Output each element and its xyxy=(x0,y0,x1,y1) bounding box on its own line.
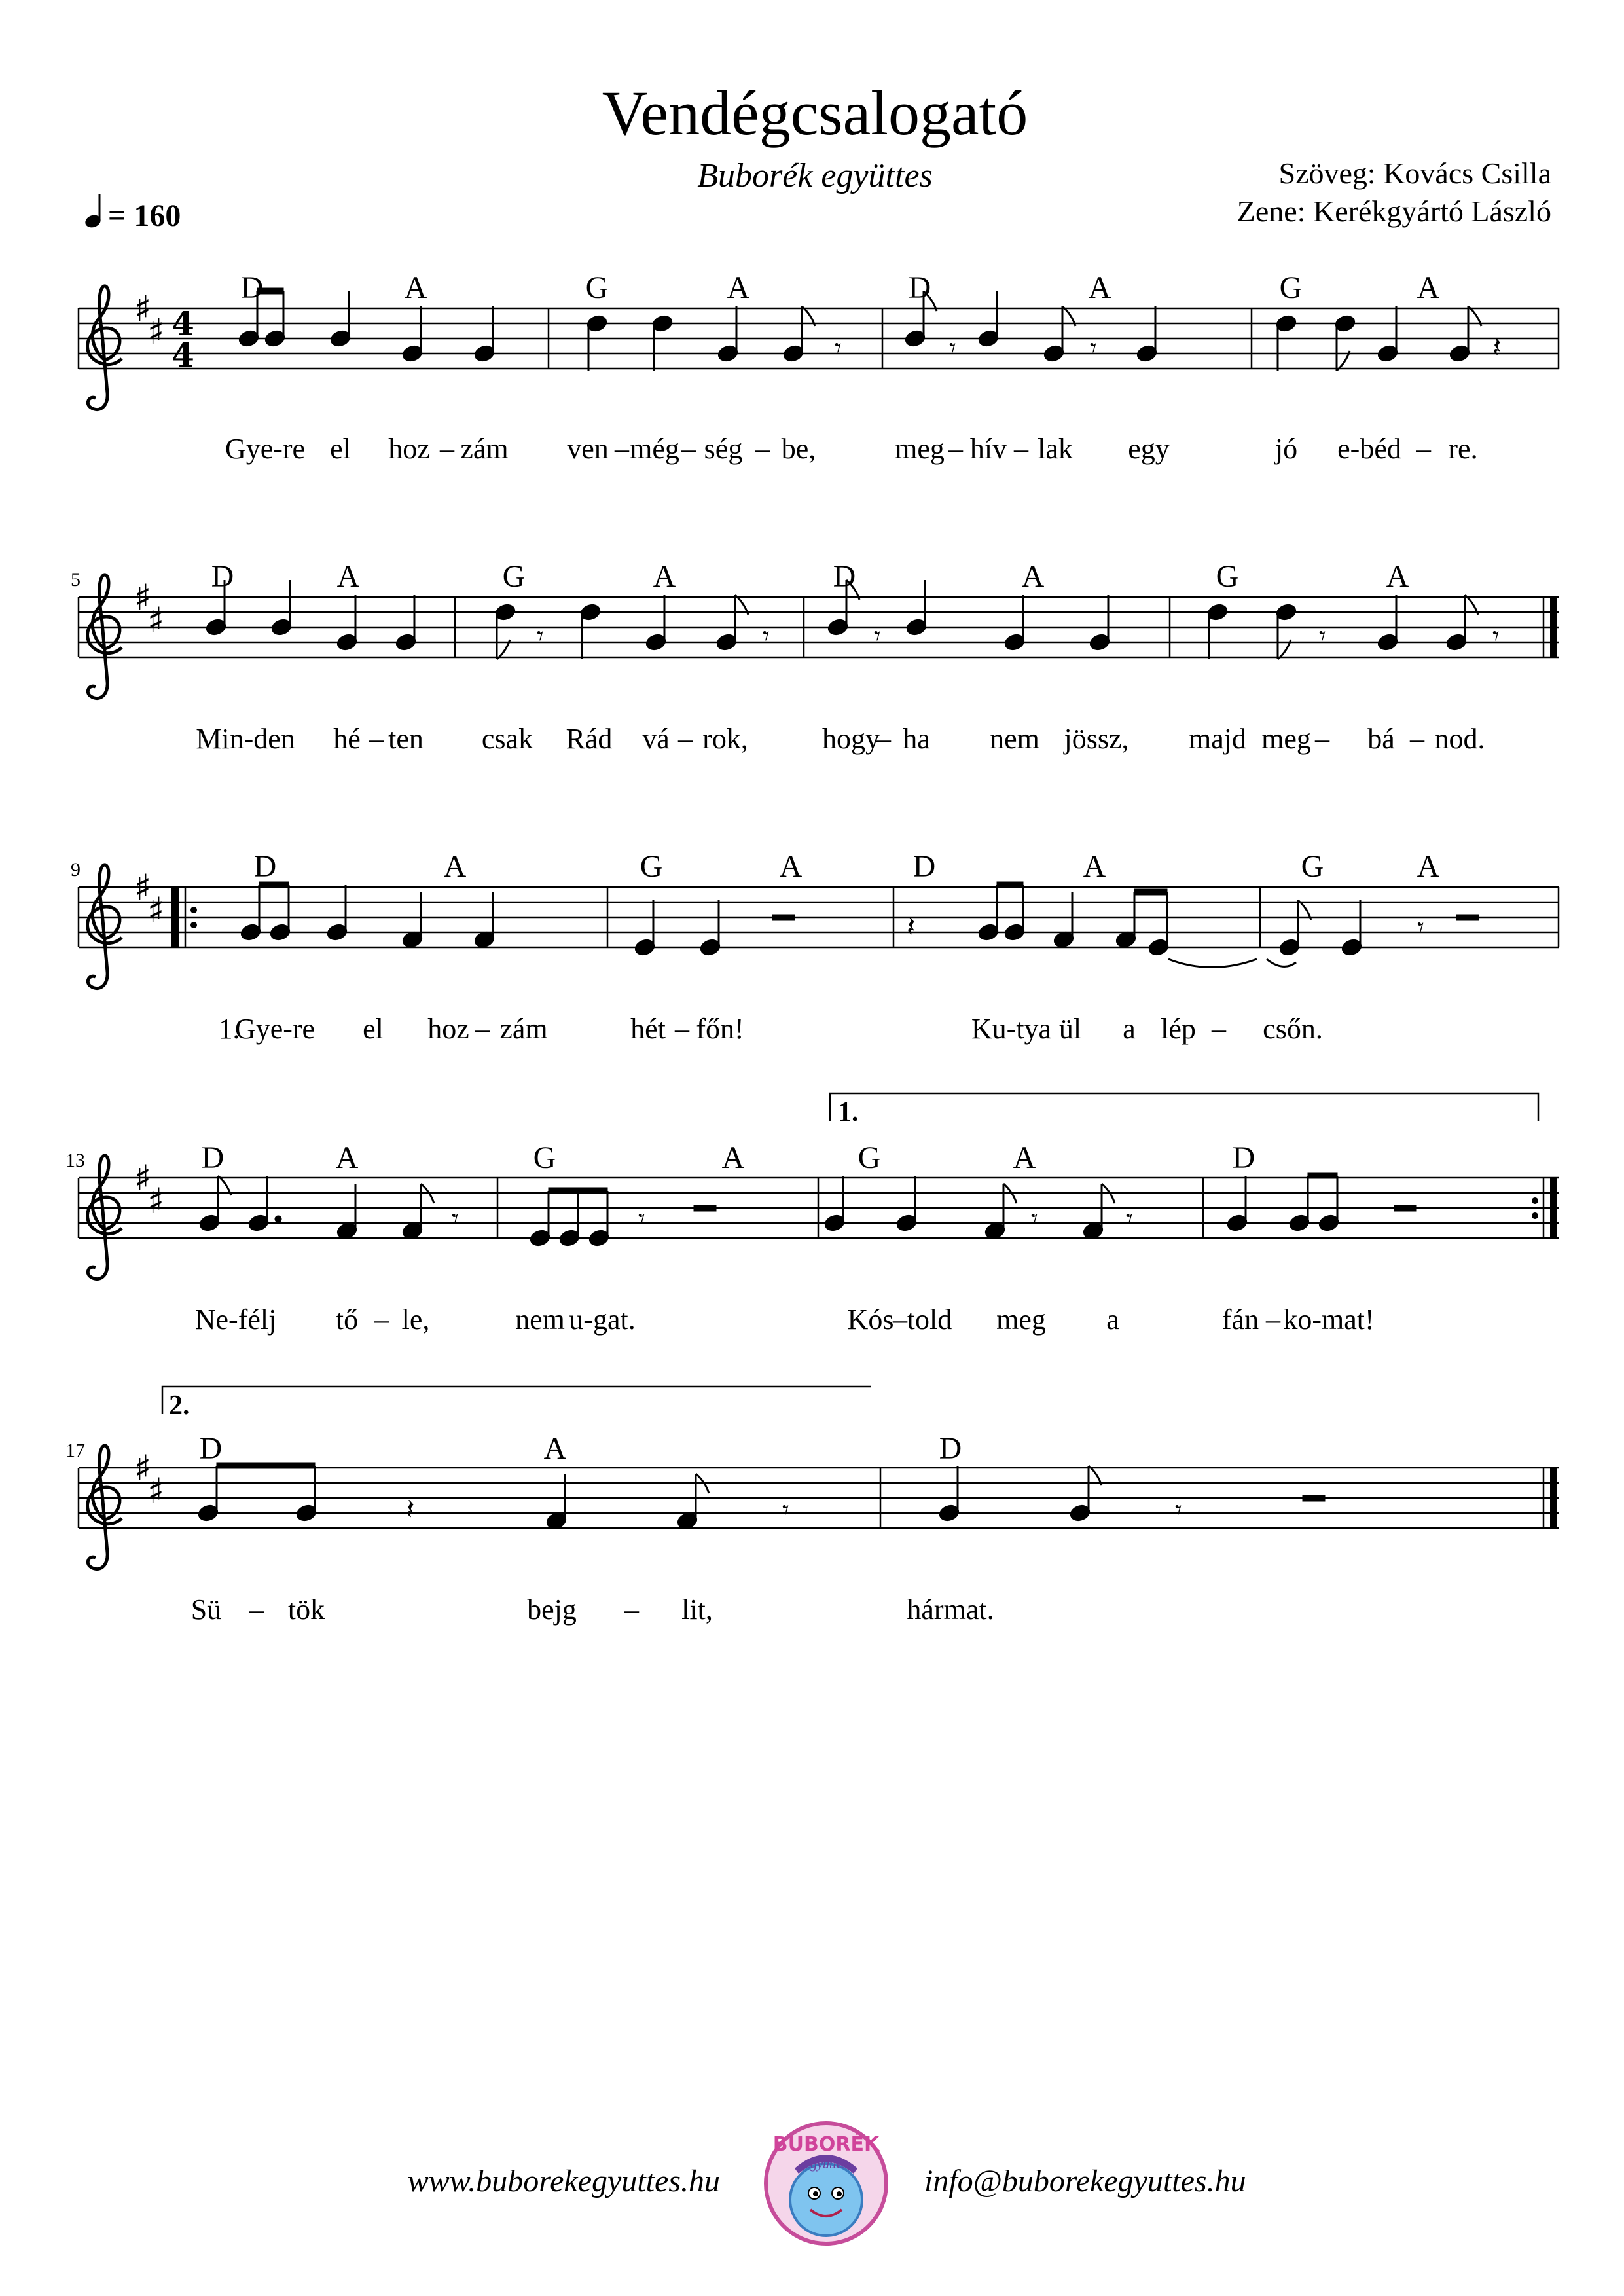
lyric-syllable: ül xyxy=(1058,1013,1082,1045)
lyric-syllable: meg xyxy=(895,433,945,465)
chord-symbol: A xyxy=(1083,849,1106,884)
lyric-syllable: – xyxy=(675,1013,689,1045)
svg-text:♯: ♯ xyxy=(147,890,165,931)
lyric-syllable: Gye-re xyxy=(234,1013,316,1045)
chord-symbol: G xyxy=(1216,559,1239,594)
svg-text:♯: ♯ xyxy=(147,311,165,352)
svg-text:𝄾: 𝄾 xyxy=(949,333,956,363)
lyric-syllable: – xyxy=(374,1303,389,1336)
svg-text:𝄾: 𝄾 xyxy=(452,1204,459,1233)
chord-symbol: A xyxy=(543,1431,567,1466)
svg-text:𝄾: 𝄾 xyxy=(1090,333,1097,363)
lyric-syllable: csőn. xyxy=(1263,1013,1323,1045)
logo-subtext: együttes xyxy=(804,2157,848,2172)
chord-symbol: A xyxy=(404,270,427,305)
time-signature xyxy=(171,304,194,374)
svg-text:4: 4 xyxy=(171,336,194,374)
svg-text:𝄾: 𝄾 xyxy=(782,1495,789,1525)
system-5 xyxy=(65,1387,1559,1626)
lyric-syllable: – xyxy=(1416,433,1431,465)
lyric-syllable: – xyxy=(876,723,891,755)
svg-text:𝄾: 𝄾 xyxy=(1126,1204,1133,1233)
lyric-syllable: – xyxy=(475,1013,490,1045)
lyric-syllable: – xyxy=(624,1594,639,1626)
chord-symbol: A xyxy=(443,849,467,884)
chord-symbol: G xyxy=(1301,849,1324,884)
lyric-syllable: hogy xyxy=(822,723,880,755)
system-2 xyxy=(71,559,1559,755)
staff-3 xyxy=(79,887,1559,947)
tempo-marking xyxy=(84,194,181,233)
lyric-syllable: majd xyxy=(1189,723,1246,755)
volta-number: 1. xyxy=(838,1097,859,1127)
key-signature xyxy=(134,867,164,931)
chord-symbol: D xyxy=(199,1431,223,1466)
chord-symbols-3 xyxy=(254,849,1440,884)
svg-text:𝄾: 𝄾 xyxy=(1417,913,1424,942)
chord-symbol: A xyxy=(721,1140,745,1175)
lyric-syllable: meg xyxy=(996,1303,1046,1336)
notes-4 xyxy=(198,1173,1416,1248)
lyric-syllable: el xyxy=(363,1013,384,1045)
chord-symbols-4 xyxy=(202,1140,1255,1175)
lyric-syllable: lak xyxy=(1038,433,1073,465)
lyric-syllable: ten xyxy=(388,723,424,755)
lyric-syllable: jössz, xyxy=(1064,723,1129,755)
svg-text:𝄽: 𝄽 xyxy=(907,911,916,943)
lyric-syllable: Kós xyxy=(847,1303,894,1336)
lyric-syllable: fán xyxy=(1221,1303,1259,1336)
lyric-syllable: be, xyxy=(781,433,816,465)
svg-text:♯: ♯ xyxy=(134,1448,152,1489)
svg-text:𝄽: 𝄽 xyxy=(406,1493,415,1525)
key-signature xyxy=(134,1157,164,1222)
lyric-syllable: bá xyxy=(1367,723,1395,755)
lyric-syllable: – xyxy=(1315,723,1329,755)
lyrics-5 xyxy=(191,1594,994,1626)
lyric-syllable: ha xyxy=(903,723,930,755)
volta-number: 2. xyxy=(169,1391,190,1421)
lyric-syllable: meg xyxy=(1261,723,1311,755)
repeat-dot xyxy=(1532,1212,1538,1219)
composer-credit: Zene: Kerékgyártó László xyxy=(1236,194,1551,228)
notes-5 xyxy=(196,1463,1325,1531)
lyric-syllable: még xyxy=(630,433,679,465)
chord-symbol: A xyxy=(335,1140,359,1175)
lyric-syllable: hív xyxy=(969,433,1007,465)
lyric-syllable: re. xyxy=(1448,433,1478,465)
lyric-syllable: hármat. xyxy=(907,1594,994,1626)
lyric-syllable: ség xyxy=(704,433,743,465)
lyric-syllable: hét xyxy=(630,1013,666,1045)
performer-subtitle: Buborék együttes xyxy=(697,157,933,194)
lyric-syllable: nem xyxy=(515,1303,565,1336)
lyric-syllable: hoz xyxy=(388,433,430,465)
svg-text:𝄾: 𝄾 xyxy=(1319,621,1326,651)
chord-symbol: G xyxy=(1279,270,1303,305)
lyric-syllable: le, xyxy=(401,1303,430,1336)
chord-symbol: A xyxy=(1088,270,1111,305)
svg-text:𝄽: 𝄽 xyxy=(1492,331,1502,363)
lyric-syllable: főn! xyxy=(696,1013,744,1045)
svg-text:♯: ♯ xyxy=(134,1157,152,1199)
chord-symbol: D xyxy=(240,270,264,305)
lyrics-4 xyxy=(195,1303,1375,1336)
chord-symbol: D xyxy=(912,849,936,884)
lyric-syllable: Rád xyxy=(566,723,613,755)
chord-symbol: G xyxy=(533,1140,556,1175)
lyric-syllable: – xyxy=(1410,723,1424,755)
lyric-syllable: – xyxy=(893,1303,907,1336)
lyric-syllable: Gye-re xyxy=(225,433,306,465)
lyric-syllable: – xyxy=(440,433,454,465)
lyric-syllable: vá xyxy=(642,723,670,755)
lyric-syllable: tök xyxy=(287,1594,325,1626)
chord-symbols-5 xyxy=(200,1431,962,1466)
lyric-syllable: told xyxy=(907,1303,952,1336)
svg-text:♯: ♯ xyxy=(134,288,152,329)
key-signature xyxy=(134,288,164,352)
website-link[interactable]: www.buborekegyuttes.hu xyxy=(407,2164,720,2198)
chord-symbol: A xyxy=(1416,849,1440,884)
system-3 xyxy=(71,849,1559,1045)
lyric-syllable: 1. xyxy=(218,1013,240,1045)
lyric-syllable: u-gat. xyxy=(569,1303,636,1336)
svg-text:𝄾: 𝄾 xyxy=(638,1204,645,1233)
lyric-syllable: e-béd xyxy=(1337,433,1401,465)
svg-text:𝄾: 𝄾 xyxy=(763,621,770,651)
song-title: Vendégcsalogató xyxy=(602,78,1028,148)
email-link[interactable]: info@buborekegyuttes.hu xyxy=(924,2164,1246,2198)
treble-clef-icon xyxy=(88,286,122,410)
svg-text:𝄾: 𝄾 xyxy=(874,621,881,651)
lyric-syllable: lit, xyxy=(681,1594,713,1626)
svg-text:♯: ♯ xyxy=(134,867,152,908)
svg-text:4: 4 xyxy=(171,304,194,343)
lyric-syllable: Sü xyxy=(190,1594,222,1626)
lyric-syllable: – xyxy=(681,433,696,465)
measure-number: 13 xyxy=(65,1150,85,1171)
chord-symbols-2 xyxy=(211,559,1409,594)
chord-symbol: A xyxy=(653,559,676,594)
lyric-syllable: el xyxy=(330,433,351,465)
chord-symbol: D xyxy=(1232,1140,1255,1175)
lyric-syllable: – xyxy=(948,433,963,465)
svg-text:♯: ♯ xyxy=(147,600,165,641)
svg-text:♯: ♯ xyxy=(147,1180,165,1222)
buborek-logo xyxy=(766,2123,886,2244)
chord-symbol: D xyxy=(211,559,234,594)
volta-2-bracket xyxy=(162,1387,871,1414)
lyric-syllable: csak xyxy=(481,723,533,755)
tempo-text: = 160 xyxy=(108,198,181,233)
svg-text:♯: ♯ xyxy=(147,1470,165,1512)
lyric-syllable: bejg xyxy=(527,1594,577,1626)
lyric-syllable: – xyxy=(1212,1013,1226,1045)
lyric-syllable: jó xyxy=(1274,433,1298,465)
measure-number: 5 xyxy=(71,569,81,591)
lyric-syllable: nem xyxy=(990,723,1039,755)
lyricist-credit: Szöveg: Kovács Csilla xyxy=(1278,156,1551,190)
svg-text:𝄾: 𝄾 xyxy=(835,333,842,363)
lyric-syllable: nod. xyxy=(1434,723,1485,755)
lyric-syllable: – xyxy=(369,723,384,755)
lyric-syllable: a xyxy=(1106,1303,1119,1336)
key-signature xyxy=(134,1448,164,1512)
svg-text:𝄾: 𝄾 xyxy=(1175,1495,1182,1525)
lyric-syllable: – xyxy=(1014,433,1028,465)
svg-text:♯: ♯ xyxy=(134,577,152,618)
chord-symbol: A xyxy=(336,559,360,594)
lyric-syllable: hoz xyxy=(427,1013,469,1045)
chord-symbol: G xyxy=(585,270,609,305)
svg-text:𝄾: 𝄾 xyxy=(537,621,544,651)
chord-symbol: G xyxy=(857,1140,881,1175)
chord-symbol: A xyxy=(1416,270,1440,305)
chord-symbol: G xyxy=(640,849,663,884)
volta-1-bracket xyxy=(830,1093,1538,1121)
lyric-syllable: hé xyxy=(333,723,361,755)
lyric-syllable: Ne-félj xyxy=(194,1303,277,1336)
lyric-syllable: tő xyxy=(335,1303,359,1336)
chord-symbol: A xyxy=(779,849,803,884)
chord-symbol: A xyxy=(1013,1140,1036,1175)
lyric-syllable: Min-den xyxy=(196,723,295,755)
key-signature xyxy=(134,577,164,641)
chord-symbol: G xyxy=(502,559,526,594)
lyric-syllable: zám xyxy=(499,1013,548,1045)
logo-text: BUBORÉK xyxy=(772,2133,880,2156)
lyric-syllable: rok, xyxy=(702,723,748,755)
chord-symbol: A xyxy=(727,270,750,305)
measure-number: 9 xyxy=(71,859,81,881)
chord-symbol: D xyxy=(939,1431,962,1466)
chord-symbols-1 xyxy=(241,270,1440,305)
lyric-syllable: – xyxy=(615,433,629,465)
lyric-syllable: – xyxy=(755,433,770,465)
lyric-syllable: zám xyxy=(460,433,509,465)
system-1 xyxy=(79,270,1559,465)
lyric-syllable: – xyxy=(1266,1303,1280,1336)
lyrics-3 xyxy=(219,1013,1323,1045)
chord-symbol: A xyxy=(1021,559,1045,594)
lyric-syllable: – xyxy=(249,1594,264,1626)
system-4 xyxy=(65,1093,1559,1336)
lyrics-1 xyxy=(225,433,1478,465)
lyric-syllable: Ku-tya xyxy=(971,1013,1052,1045)
lyric-syllable: ko-mat! xyxy=(1283,1303,1375,1336)
repeat-dot xyxy=(1532,1197,1538,1204)
svg-text:𝄾: 𝄾 xyxy=(1492,621,1500,651)
lyric-syllable: ven xyxy=(567,433,609,465)
svg-text:𝄾: 𝄾 xyxy=(1031,1204,1038,1233)
chord-symbol: D xyxy=(253,849,277,884)
chord-symbol: D xyxy=(908,270,931,305)
chord-symbol: D xyxy=(201,1140,225,1175)
chord-symbol: A xyxy=(1386,559,1409,594)
lyric-syllable: lép xyxy=(1161,1013,1196,1045)
lyric-syllable: egy xyxy=(1128,433,1170,465)
chord-symbol: D xyxy=(833,559,856,594)
measure-number: 17 xyxy=(65,1440,85,1461)
staff-2 xyxy=(79,597,1559,657)
lyric-syllable: – xyxy=(678,723,693,755)
notes-3 xyxy=(239,882,1479,968)
lyrics-2 xyxy=(196,723,1485,755)
lyric-syllable: a xyxy=(1123,1013,1136,1045)
